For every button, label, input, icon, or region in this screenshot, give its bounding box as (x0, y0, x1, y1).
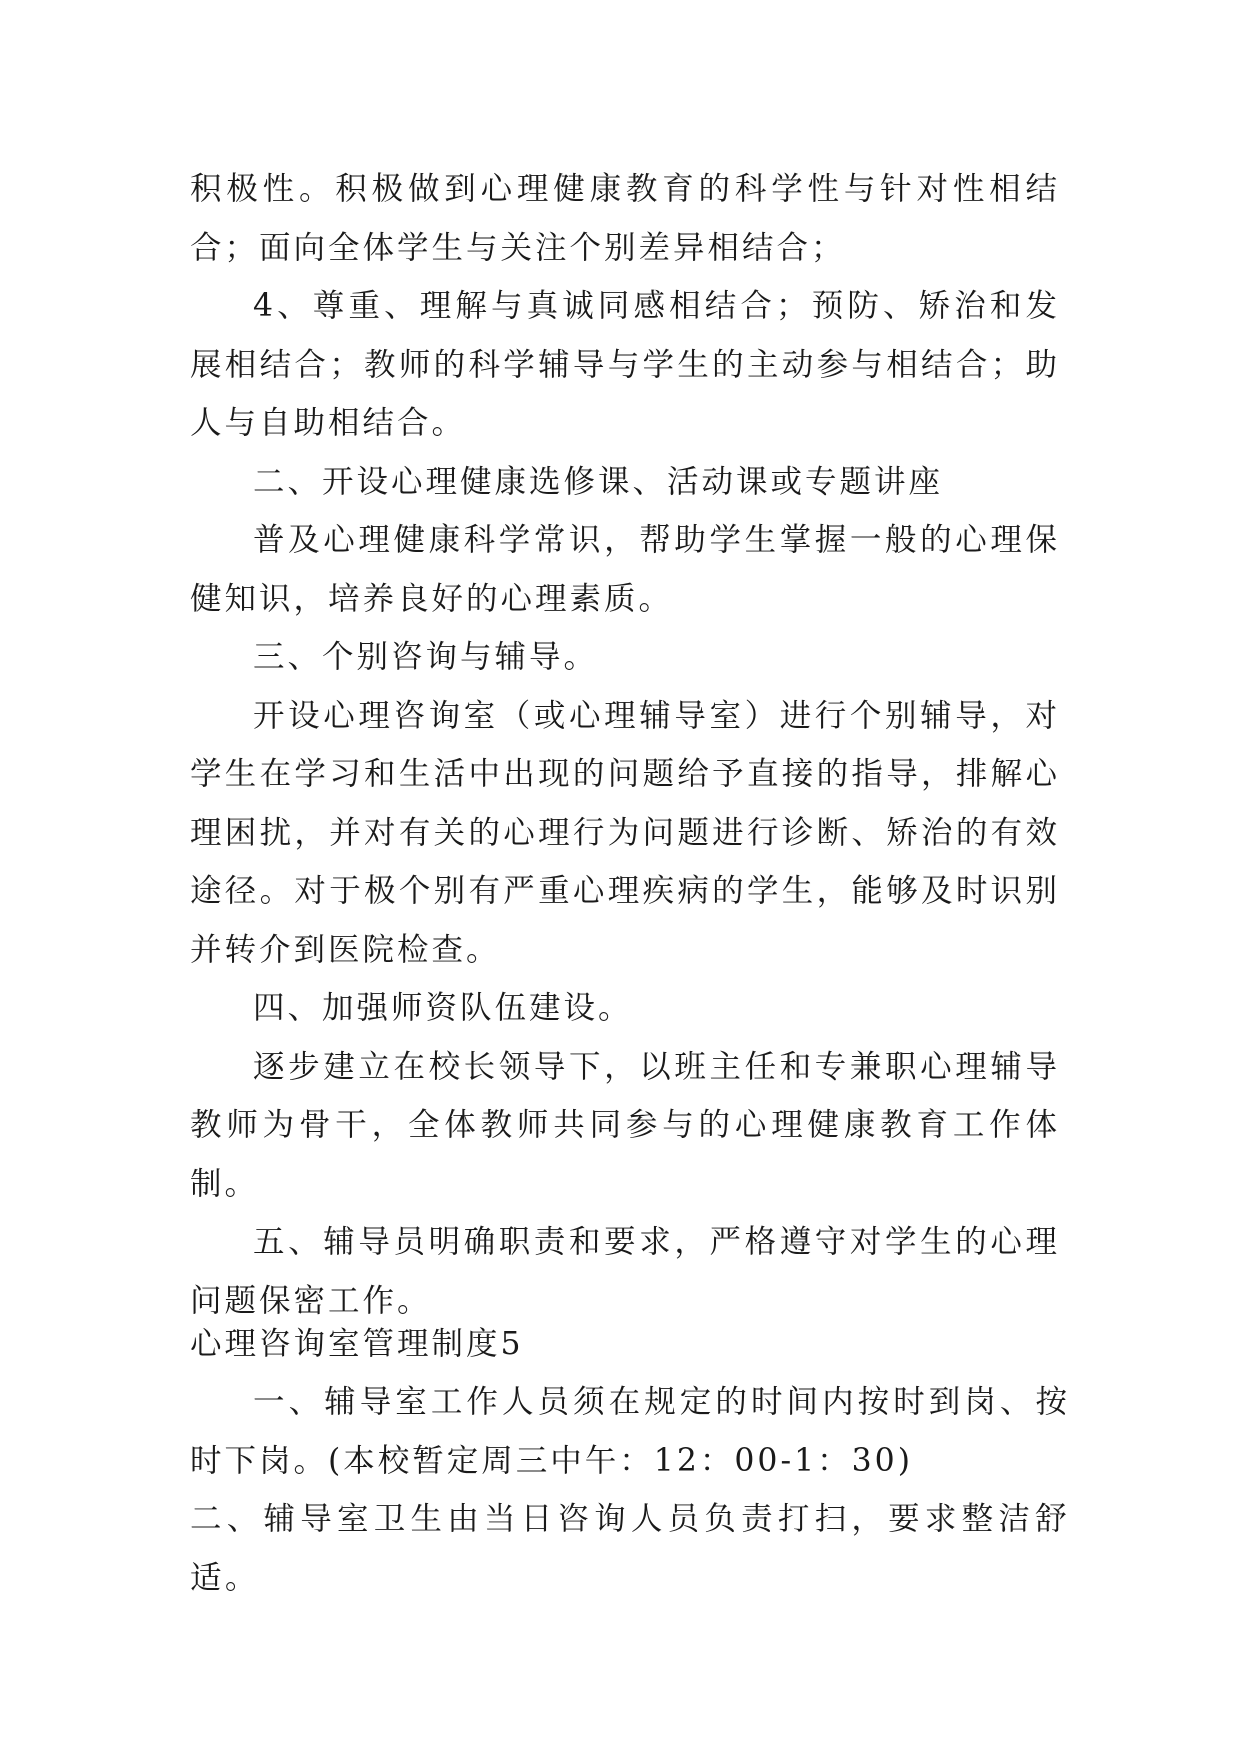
paragraph-item-4: 4、尊重、理解与真诚同感相结合；预防、矫治和发展相结合；教师的科学辅导与学生的主动参与相结合；助人与自助相结合。 (190, 288, 1060, 441)
section-heading-5: 五、辅导员明确职责和要求，严格遵守对学生的心理问题保密工作。 (190, 1224, 1060, 1319)
document-section-title: 心理咨询室管理制度5 (190, 1326, 524, 1362)
paragraph: 开设心理咨询室（或心理辅导室）进行个别辅导，对学生在学习和生活中出现的问题给予直接的指导，排解心理困扰，并对有关的心理行为问题进行诊断、矫治的有效途径。对于极个别有严重心理疾病的学生，能够及时识别并转介到医院检查。 (190, 697, 1060, 968)
section-heading-3: 三、个别咨询与辅导。 (253, 639, 599, 675)
paragraph: 逐步建立在校长领导下，以班主任和专兼职心理辅导教师为骨干，全体教师共同参与的心理健康教育工作体制。 (190, 1048, 1060, 1202)
section-body (190, 1373, 1070, 1607)
rule-item-1: 一、辅导室工作人员须在规定的时间内按时到岗、按时下岗。(本校暂定周三中午：12：00-1：30) (190, 1384, 1070, 1479)
section-heading-2: 二、开设心理健康选修课、活动课或专题讲座 (253, 463, 944, 500)
paragraph-continuation: 积极性。积极做到心理健康教育的科学性与针对性相结合；面向全体学生与关注个别差异相结合； (190, 171, 1060, 266)
paragraph: 普及心理健康科学常识，帮助学生掌握一般的心理保健知识，培养良好的心理素质。 (190, 522, 1060, 617)
document-body (190, 160, 1060, 1330)
rule-item-2: 二、辅导室卫生由当日咨询人员负责打扫，要求整洁舒适。 (190, 1501, 1070, 1596)
section-heading-4: 四、加强师资队伍建设。 (253, 990, 633, 1026)
